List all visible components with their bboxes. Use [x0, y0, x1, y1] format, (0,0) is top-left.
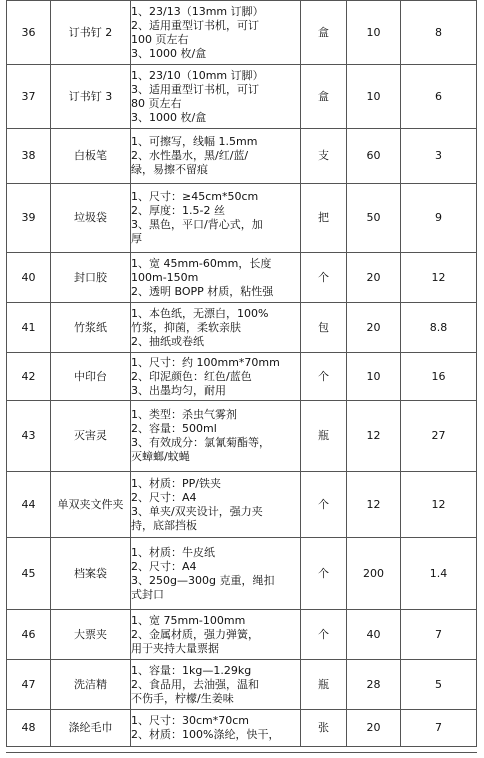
item-price: 27	[401, 401, 477, 472]
item-name: 竹浆纸	[51, 303, 131, 353]
item-spec	[131, 472, 301, 538]
item-price: 9	[401, 184, 477, 253]
spec-line: 3、250g—300g 克重，绳扣	[131, 573, 275, 587]
spec-line: 式封口	[131, 587, 164, 601]
item-number: 42	[7, 353, 51, 401]
item-spec	[131, 253, 301, 303]
item-name: 灭害灵	[51, 401, 131, 472]
spec-line: 3、单夹/双夹设计，强力夹	[131, 504, 263, 518]
item-name: 大票夹	[51, 610, 131, 660]
item-quantity: 12	[347, 401, 401, 472]
item-price: 12	[401, 472, 477, 538]
table-row	[7, 353, 477, 401]
spec-line: 2、透明 BOPP 材质，粘性强	[131, 284, 274, 298]
item-name: 订书钉 2	[51, 1, 131, 65]
item-spec	[131, 660, 301, 710]
spec-line: 1、宽 45mm-60mm，长度	[131, 256, 272, 270]
item-quantity: 10	[347, 353, 401, 401]
item-number: 36	[7, 1, 51, 65]
item-unit: 盒	[301, 65, 347, 129]
item-price: 3	[401, 129, 477, 184]
item-spec	[131, 353, 301, 401]
item-unit: 瓶	[301, 401, 347, 472]
item-spec	[131, 129, 301, 184]
spec-line: 100m-150m	[131, 270, 199, 284]
spec-line: 2、厚度：1.5-2 丝	[131, 204, 225, 217]
spec-line: 2、食品用，去油强，温和	[131, 677, 259, 691]
item-price: 7	[401, 710, 477, 747]
item-unit: 把	[301, 184, 347, 253]
spec-line: 1、23/10（10mm 订脚）	[131, 68, 264, 82]
item-unit: 张	[301, 710, 347, 747]
spec-line: 持，底部挡板	[131, 518, 197, 532]
spec-line: 2、金属材质，强力弹簧，	[131, 627, 259, 641]
spec-line: 2、尺寸：A4	[131, 559, 197, 573]
spec-line: 竹浆，抑菌，柔软亲肤	[131, 320, 241, 334]
supply-table	[6, 0, 477, 747]
item-unit: 个	[301, 538, 347, 610]
item-price: 8	[401, 1, 477, 65]
spec-line: 3、有效成分：氯氰菊酯等，	[131, 436, 270, 449]
item-price: 16	[401, 353, 477, 401]
spec-line: 绿，易擦不留痕	[131, 163, 208, 176]
item-quantity: 50	[347, 184, 401, 253]
spec-line: 1、本色纸，无漂白，100%	[131, 306, 269, 320]
item-number: 37	[7, 65, 51, 129]
item-quantity: 60	[347, 129, 401, 184]
item-spec	[131, 1, 301, 65]
item-unit: 个	[301, 472, 347, 538]
spec-line: 1、23/13（13mm 订脚）	[131, 4, 264, 18]
spec-line: 3、黑色，平口/背心式，加	[131, 218, 263, 231]
item-name: 垃圾袋	[51, 184, 131, 253]
spec-line: 2、材质：100%涤纶，快干，	[131, 728, 280, 741]
spec-line: 1、尺寸：≥45cm*50cm	[131, 190, 259, 203]
item-spec	[131, 401, 301, 472]
item-spec	[131, 303, 301, 353]
item-price: 8.8	[401, 303, 477, 353]
spec-line: 2、尺寸：A4	[131, 490, 197, 504]
item-number: 44	[7, 472, 51, 538]
item-unit: 支	[301, 129, 347, 184]
spec-line: 1、材质：PP/铁夹	[131, 476, 221, 490]
table-row	[7, 1, 477, 65]
spec-line: 厚	[131, 232, 142, 245]
table-row	[7, 660, 477, 710]
item-price: 7	[401, 610, 477, 660]
item-number: 46	[7, 610, 51, 660]
spec-line: 1、材质：牛皮纸	[131, 545, 215, 559]
item-price: 6	[401, 65, 477, 129]
item-quantity: 10	[347, 65, 401, 129]
supply-table-body	[7, 1, 477, 747]
item-name: 中印台	[51, 353, 131, 401]
table-row	[7, 401, 477, 472]
item-spec	[131, 538, 301, 610]
item-unit: 个	[301, 253, 347, 303]
item-spec	[131, 710, 301, 747]
item-quantity: 12	[347, 472, 401, 538]
item-unit: 个	[301, 610, 347, 660]
item-name: 档案袋	[51, 538, 131, 610]
table-row	[7, 253, 477, 303]
item-spec	[131, 65, 301, 129]
table-row	[7, 303, 477, 353]
spec-line: 2、适用重型订书机，可订	[131, 18, 259, 32]
spec-line: 100 页左右	[131, 32, 189, 46]
spec-line: 1、容量：1kg—1.29kg	[131, 663, 252, 677]
spec-line: 2、印泥颜色：红色/蓝色	[131, 369, 252, 383]
spec-line: 不伤手，柠檬/生姜味	[131, 691, 234, 705]
item-number: 47	[7, 660, 51, 710]
spec-line: 1、宽 75mm-100mm	[131, 613, 246, 627]
spec-line: 用于夹持大量票据	[131, 641, 219, 655]
item-quantity: 10	[347, 1, 401, 65]
item-unit: 盒	[301, 1, 347, 65]
item-quantity: 28	[347, 660, 401, 710]
item-unit: 瓶	[301, 660, 347, 710]
item-quantity: 40	[347, 610, 401, 660]
spec-line: 2、水性墨水，黑/红/蓝/	[131, 149, 249, 162]
table-row	[7, 538, 477, 610]
item-number: 43	[7, 401, 51, 472]
spec-line: 3、1000 枚/盒	[131, 46, 207, 60]
table-row	[7, 129, 477, 184]
item-number: 41	[7, 303, 51, 353]
item-number: 48	[7, 710, 51, 747]
spec-line: 3、出墨均匀，耐用	[131, 383, 226, 397]
spec-line: 灭蟑螂/蚊蝇	[131, 450, 190, 463]
table-row	[7, 610, 477, 660]
item-number: 45	[7, 538, 51, 610]
spec-line: 1、尺寸：30cm*70cm	[131, 714, 250, 727]
item-quantity: 20	[347, 710, 401, 747]
spec-line: 3、1000 枚/盒	[131, 110, 207, 124]
item-name: 单双夹文件夹	[51, 472, 131, 538]
item-price: 1.4	[401, 538, 477, 610]
item-price: 5	[401, 660, 477, 710]
table-row	[7, 184, 477, 253]
item-quantity: 20	[347, 303, 401, 353]
item-spec	[131, 610, 301, 660]
item-unit: 个	[301, 353, 347, 401]
item-price: 12	[401, 253, 477, 303]
item-number: 38	[7, 129, 51, 184]
item-name: 封口胶	[51, 253, 131, 303]
spec-line: 1、尺寸：约 100mm*70mm	[131, 355, 280, 369]
item-spec	[131, 184, 301, 253]
table-row	[7, 472, 477, 538]
item-number: 39	[7, 184, 51, 253]
spec-line: 1、类型：杀虫气雾剂	[131, 408, 237, 421]
item-quantity: 200	[347, 538, 401, 610]
spec-line: 3、适用重型订书机，可订	[131, 82, 259, 96]
item-quantity: 20	[347, 253, 401, 303]
item-name: 洗洁精	[51, 660, 131, 710]
spec-line: 2、容量：500ml	[131, 422, 217, 435]
table-row	[7, 65, 477, 129]
spec-line: 2、抽纸或卷纸	[131, 334, 204, 348]
table-bottom-edge	[6, 752, 477, 753]
item-name: 订书钉 3	[51, 65, 131, 129]
table-row	[7, 710, 477, 747]
item-unit: 包	[301, 303, 347, 353]
item-name: 白板笔	[51, 129, 131, 184]
spec-line: 1、可擦写，线幅 1.5mm	[131, 135, 258, 148]
item-number: 40	[7, 253, 51, 303]
item-name: 涤纶毛巾	[51, 710, 131, 747]
spec-line: 80 页左右	[131, 96, 182, 110]
